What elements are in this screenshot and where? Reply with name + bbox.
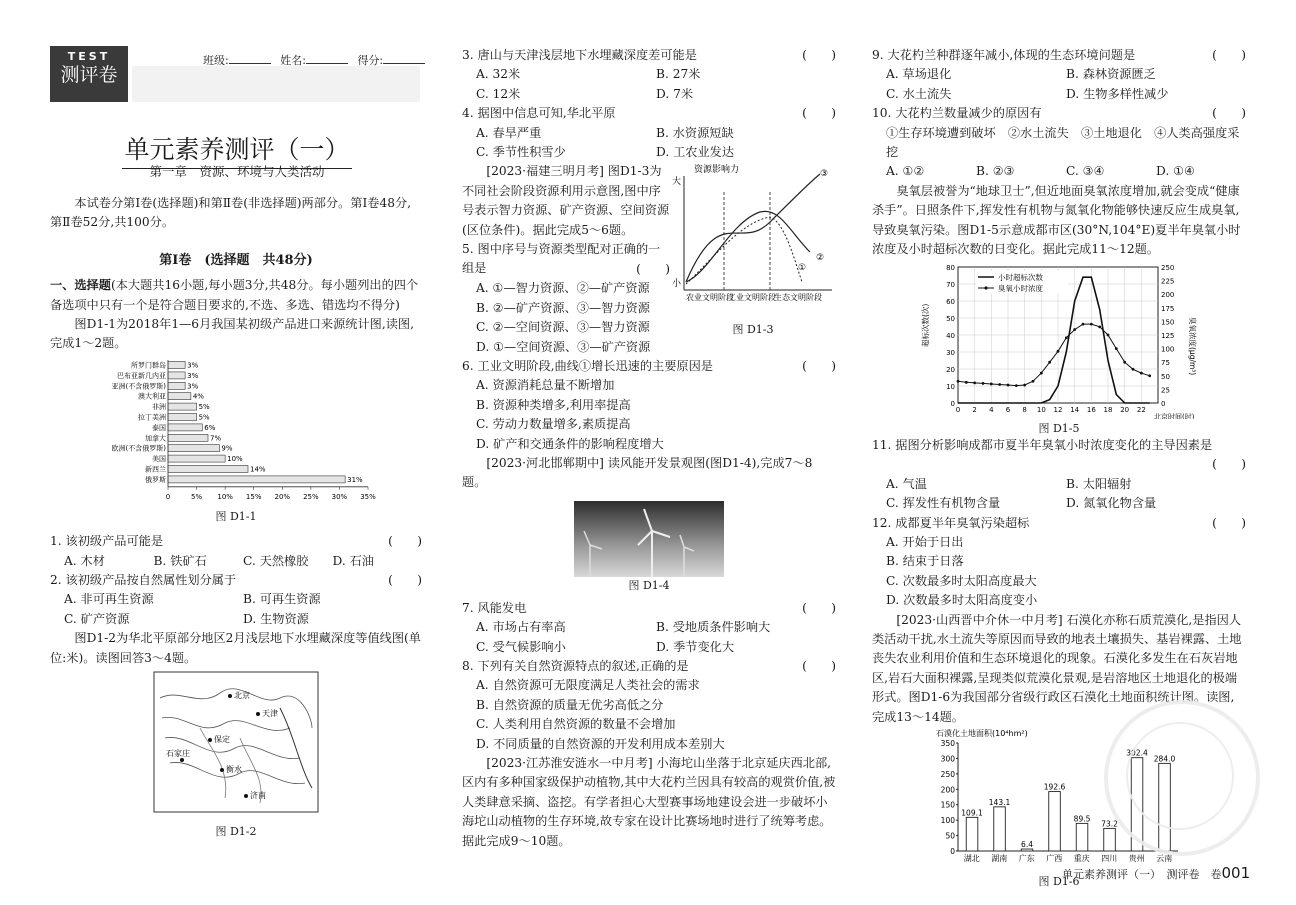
q3-option[interactable]: C. 12米 bbox=[476, 86, 521, 101]
q9-options bbox=[872, 65, 1246, 104]
page-number: 001 bbox=[1221, 864, 1251, 882]
bar-value-label: 9% bbox=[221, 444, 233, 453]
concentration-point bbox=[1057, 350, 1060, 353]
x-tick-label: 10 bbox=[1036, 406, 1046, 415]
bar-value-label: 73.2 bbox=[1101, 819, 1118, 829]
bar bbox=[168, 361, 185, 368]
q11-option[interactable]: D. 氮氧化物含量 bbox=[1066, 496, 1157, 511]
y-right-tick-label: 200 bbox=[1161, 291, 1175, 300]
x-tick-label: 22 bbox=[1136, 406, 1146, 415]
q6-answer-paren[interactable]: ( ) bbox=[802, 358, 836, 373]
q9-stem-row bbox=[872, 46, 1246, 65]
q6-option[interactable]: C. 劳动力数量增多,素质提高 bbox=[476, 417, 631, 432]
q7-option[interactable]: A. 市场占有率高 bbox=[476, 620, 566, 635]
x-tick-label: 15% bbox=[245, 492, 262, 501]
q2-option[interactable]: A. 非可再生资源 bbox=[64, 592, 154, 607]
q9-option[interactable]: D. 生物多样性减少 bbox=[1066, 86, 1169, 101]
q6-stem: 6. 工业文明阶段,曲线①增长迅速的主要原因是 bbox=[462, 358, 713, 373]
x-tick-label: 12 bbox=[1053, 406, 1063, 415]
curve-label-3: ③ bbox=[820, 169, 829, 180]
q8-stem: 8. 下列有关自然资源特点的叙述,正确的是 bbox=[462, 658, 689, 673]
bar-value-label: 89.5 bbox=[1073, 814, 1091, 824]
q8-option[interactable]: C. 人类利用自然资源的数量不会增加 bbox=[476, 717, 676, 732]
map-place: 石家庄 bbox=[166, 749, 190, 759]
q12-answer-paren[interactable]: ( ) bbox=[1212, 515, 1246, 530]
bar-value-label: 143.1 bbox=[988, 797, 1011, 807]
q5-option[interactable]: B. ②—矿产资源、③—智力资源 bbox=[476, 300, 650, 315]
stage-label: 农业文明阶段 bbox=[686, 293, 734, 303]
concentration-point bbox=[957, 380, 960, 383]
x-tick-label: 14 bbox=[1070, 406, 1080, 415]
bar bbox=[168, 476, 345, 483]
page-subtitle: 第一章 资源、环境与人类活动 bbox=[149, 164, 325, 179]
y-right-tick-label: 225 bbox=[1161, 278, 1175, 287]
groundwater-contour-map bbox=[50, 668, 422, 816]
q12-option[interactable]: B. 结束于日落 bbox=[886, 554, 964, 569]
x-tick-label: 20 bbox=[1120, 406, 1130, 415]
concentration-point bbox=[1040, 372, 1043, 375]
bar-value-label: 6.4 bbox=[1021, 839, 1033, 849]
concentration-point bbox=[998, 384, 1001, 387]
name-label: 姓名: bbox=[280, 54, 306, 67]
q4-option[interactable]: C. 季节性积雪少 bbox=[476, 145, 566, 160]
q3-stem-row bbox=[462, 46, 836, 65]
concentration-point bbox=[1048, 361, 1051, 364]
concentration-point bbox=[1132, 368, 1135, 371]
q11-option[interactable]: B. 太阳辐射 bbox=[1066, 476, 1132, 491]
y-tick-label: 250 bbox=[940, 769, 955, 779]
bar-value-label: 5% bbox=[198, 413, 210, 422]
q1-stem: 1. 该初级产品可能是 bbox=[50, 534, 164, 549]
concentration-point bbox=[1007, 384, 1010, 387]
q3-option[interactable]: A. 32米 bbox=[476, 67, 521, 82]
bar-value-label: 4% bbox=[192, 392, 204, 401]
logo-bottom: 测评卷 bbox=[60, 64, 118, 86]
q8-option[interactable]: B. 自然资源的质量无优劣高低之分 bbox=[476, 697, 664, 712]
fig5-ylabel-left: 超标次数(次) bbox=[921, 304, 930, 348]
wind-farm-photo bbox=[574, 501, 724, 577]
y-right-tick-label: 100 bbox=[1161, 346, 1175, 355]
column-1 bbox=[50, 46, 422, 839]
logo-top: TEST bbox=[67, 50, 111, 63]
y-left-tick-label: 70 bbox=[946, 281, 955, 290]
fig3-block bbox=[670, 162, 836, 356]
bar bbox=[966, 817, 978, 851]
y-left-tick-label: 0 bbox=[950, 400, 955, 409]
bar bbox=[168, 372, 185, 379]
x-tick-label: 10% bbox=[217, 492, 233, 501]
q9-option[interactable]: C. 水土流失 bbox=[886, 86, 952, 101]
bar-category-label: 美国 bbox=[152, 454, 166, 463]
q4-answer-paren[interactable]: ( ) bbox=[802, 106, 836, 121]
q10-stem-row bbox=[872, 104, 1246, 123]
x-category-label: 重庆 bbox=[1073, 853, 1090, 863]
bar bbox=[994, 807, 1006, 851]
d6-intro: 臭氧层被誉为“地球卫士”,但近地面臭氧浓度增加,就会变成“健康杀手”。日照条件下,挥发性有机物与氮氧化物能够快速反应生成臭氧,导致臭氧污染。图D1-5示意成都市区(30°N,104°E)夏半年臭氧小时浓度及小时超标次数的日变化。据此完成11～12题。 bbox=[872, 183, 1241, 257]
bar-category-label: 加拿大 bbox=[145, 434, 166, 443]
x-category-label: 湖北 bbox=[963, 853, 980, 863]
q7-option[interactable]: C. 受气候影响小 bbox=[476, 639, 566, 654]
q1-option[interactable]: C. 天然橡胶 bbox=[243, 553, 309, 568]
page-title: 单元素养测评（一） bbox=[122, 130, 352, 169]
column-2 bbox=[462, 46, 836, 851]
d3-intro: [2023·福建三明月考] 图D1-3为不同社会阶段资源利用示意图,图中序号表示智力资源、矿产资源、空间资源(区位条件)。据此完成5～6题。 bbox=[462, 164, 670, 237]
q5-answer-paren[interactable]: ( ) bbox=[636, 261, 670, 276]
bar-category-label: 欧洲(不含俄罗斯) bbox=[111, 444, 166, 453]
q10-items: ①生存环境遭到破坏 ②水土流失 ③土地退化 ④人类高强度采挖 bbox=[886, 125, 1240, 160]
bar bbox=[168, 434, 208, 441]
q10-options bbox=[872, 162, 1246, 181]
q4-option[interactable]: A. 春旱严重 bbox=[476, 125, 542, 140]
q2-option[interactable]: B. 可再生资源 bbox=[243, 592, 321, 607]
x-tick-label: 20% bbox=[274, 492, 291, 501]
concentration-point bbox=[973, 382, 976, 385]
y-right-tick-label: 25 bbox=[1161, 386, 1170, 395]
q6-option[interactable]: B. 资源种类增多,利用率提高 bbox=[476, 397, 631, 412]
score-label: 得分: bbox=[357, 54, 384, 67]
bar-category-label: 亚洲(不含俄罗斯) bbox=[111, 382, 166, 391]
bar-value-label: 302.4 bbox=[1126, 748, 1148, 758]
x-category-label: 贵州 bbox=[1128, 853, 1145, 863]
bar-value-label: 5% bbox=[198, 402, 210, 411]
q5-option[interactable]: A. ①—智力资源、②—矿产资源 bbox=[476, 281, 650, 296]
y-right-tick-label: 175 bbox=[1161, 305, 1175, 314]
footer-text: 单元素养测评（一） 测评卷 卷 bbox=[1062, 868, 1222, 881]
d4-intro: [2023·河北邯郸期中] 读风能开发景观图(图D1-4),完成7～8题。 bbox=[462, 455, 813, 490]
q3-answer-paren[interactable]: ( ) bbox=[802, 48, 836, 62]
x-category-label: 云南 bbox=[1156, 853, 1173, 863]
curve-label-1: ① bbox=[798, 263, 807, 274]
q5-6-block bbox=[462, 162, 836, 356]
concentration-point bbox=[1123, 361, 1126, 364]
stage-label: 生态文明阶段 bbox=[774, 293, 822, 303]
q5-text-block bbox=[462, 162, 670, 356]
x-tick-label: 30% bbox=[331, 492, 348, 501]
bar bbox=[168, 413, 197, 420]
q2-stem: 2. 该初级产品按自然属性划分属于 bbox=[50, 573, 237, 588]
q10-option[interactable]: D. ①④ bbox=[1156, 164, 1195, 179]
x-category-label: 广西 bbox=[1046, 853, 1063, 863]
fig2-caption: 图 D1-2 bbox=[215, 824, 257, 838]
q10-stem: 10. 大花杓兰数量减少的原因有 bbox=[872, 106, 1042, 121]
bar bbox=[168, 393, 191, 400]
q3-options bbox=[462, 65, 836, 104]
bar-value-label: 192.6 bbox=[1043, 782, 1066, 792]
part-1-desc: (本大题共16小题,每小题3分,共48分。每小题列出的四个备选项中只有一个是符合题目要求的,不选、多选、错选均不得分) bbox=[50, 278, 419, 312]
x-tick-label: 35% bbox=[360, 492, 376, 501]
fig4-caption: 图 D1-4 bbox=[628, 578, 670, 592]
fig3-y-big: 大 bbox=[672, 177, 682, 188]
y-tick-label: 150 bbox=[940, 800, 955, 810]
q7-stem-row bbox=[462, 599, 836, 618]
bar-value-label: 6% bbox=[204, 423, 216, 432]
concentration-point bbox=[1098, 326, 1101, 329]
q4-stem: 4. 据图中信息可知,华北平原 bbox=[462, 106, 616, 121]
fig5-legend-1: 小时超标次数 bbox=[998, 273, 1043, 283]
bar-category-label: 拉丁美洲 bbox=[138, 413, 166, 422]
x-tick-label: 5% bbox=[191, 492, 203, 501]
concentration-point bbox=[1148, 375, 1151, 378]
q4-options bbox=[462, 124, 836, 163]
watermark-stamp bbox=[1104, 700, 1260, 856]
q7-answer-paren[interactable]: ( ) bbox=[802, 600, 836, 615]
y-tick-label: 350 bbox=[940, 738, 955, 748]
stage-label: 工业文明阶段 bbox=[728, 293, 776, 303]
q8-stem-row bbox=[462, 657, 836, 676]
y-right-tick-label: 0 bbox=[1161, 400, 1166, 409]
y-left-tick-label: 20 bbox=[946, 366, 955, 375]
y-tick-label: 200 bbox=[940, 785, 955, 795]
bar-value-label: 10% bbox=[227, 454, 243, 463]
bar-category-label: 俄罗斯 bbox=[145, 475, 166, 484]
concentration-point bbox=[1107, 334, 1110, 337]
y-left-tick-label: 10 bbox=[946, 383, 955, 392]
q7-stem: 7. 风能发电 bbox=[462, 600, 527, 615]
bar bbox=[168, 382, 185, 389]
fig5-xlabel: 北京时间(时) bbox=[1154, 413, 1195, 420]
concentration-point bbox=[1032, 380, 1035, 383]
concentration-point bbox=[965, 381, 968, 384]
q8-answer-paren[interactable]: ( ) bbox=[802, 658, 836, 673]
bar-category-label: 新西兰 bbox=[145, 465, 166, 474]
q1-option[interactable]: A. 木材 bbox=[64, 553, 105, 568]
q12-stem: 12. 成都夏半年臭氧污染超标 bbox=[872, 515, 1030, 530]
q4-option[interactable]: D. 工农业发达 bbox=[656, 145, 735, 160]
page-footer bbox=[1062, 864, 1250, 882]
bar-value-label: 14% bbox=[250, 465, 266, 474]
q11-answer-paren[interactable]: ( ) bbox=[1212, 457, 1246, 472]
bar-category-label: 所罗门群岛 bbox=[131, 361, 166, 370]
map-place: 北京 bbox=[234, 691, 250, 701]
q7-options bbox=[462, 618, 836, 657]
q9-answer-paren[interactable]: ( ) bbox=[1212, 48, 1246, 62]
section-1-title: 第Ⅰ卷 (选择题 共48分) bbox=[159, 252, 313, 268]
fig6-ylabel: 石漠化土地面积(10⁴hm²) bbox=[936, 728, 1028, 738]
bar-value-label: 109.1 bbox=[961, 808, 983, 818]
fig3-ylabel: 资源影响力 bbox=[694, 165, 740, 176]
q11-stem: 11. 据图分析影响成都市夏半年臭氧小时浓度变化的主导因素是 bbox=[872, 437, 1213, 452]
bar-value-label: 3% bbox=[187, 382, 199, 391]
q6-option[interactable]: A. 资源消耗总量不断增加 bbox=[476, 378, 615, 393]
bar-category-label: 非洲 bbox=[152, 402, 166, 411]
y-left-tick-label: 60 bbox=[946, 298, 955, 307]
q12-option[interactable]: A. 开始于日出 bbox=[886, 534, 964, 549]
map-place: 保定 bbox=[214, 735, 230, 745]
class-label: 班级: bbox=[203, 54, 229, 67]
y-left-tick-label: 30 bbox=[946, 349, 955, 358]
q11-option[interactable]: C. 挥发性有机物含量 bbox=[886, 496, 1001, 511]
q10-option[interactable]: C. ③④ bbox=[1066, 164, 1105, 179]
bar-value-label: 3% bbox=[187, 371, 199, 380]
y-left-tick-label: 40 bbox=[946, 332, 955, 341]
y-left-tick-label: 80 bbox=[946, 264, 955, 273]
d7-intro: [2023·山西晋中介休一中月考] 石漠化亦称石质荒漠化,是指因人类活动干扰,水土流失等原因而导致的地表土壤损失、基岩裸露、土地丧失农业利用价值和生态环境退化的现象。石漠化多发生在石灰岩地区,岩石大面积裸露,呈现类似荒漠化景观,是岩溶地区土地退化的极端形式。图D1-6为我国部分省级行政区石漠化土地面积统计图。读图,完成13～14题。 bbox=[872, 612, 1242, 724]
fig5-ylabel-right: 臭氧浓度(μg/m³) bbox=[1188, 317, 1197, 376]
bar-value-label: 7% bbox=[210, 434, 222, 443]
x-tick-label: 16 bbox=[1086, 406, 1096, 415]
concentration-point bbox=[990, 383, 993, 386]
q1-option[interactable]: D. 石油 bbox=[332, 553, 374, 568]
x-tick-label: 18 bbox=[1103, 406, 1113, 415]
y-tick-label: 100 bbox=[940, 816, 955, 826]
q9-option[interactable]: B. 森林资源匮乏 bbox=[1066, 67, 1156, 82]
bar bbox=[168, 424, 202, 431]
q5-stem: 5. 图中序号与资源类型配对正确的一组是 bbox=[462, 242, 661, 276]
concentration-point bbox=[1082, 323, 1085, 326]
d1-intro: 图D1-1为2018年1—6月我国某初级产品进口来源统计图,读图,完成1～2题。 bbox=[50, 317, 414, 351]
q8-option[interactable]: D. 不同质量的自然资源的开发利用成本差别大 bbox=[476, 736, 725, 751]
q2-option[interactable]: C. 矿产资源 bbox=[64, 611, 130, 626]
bar-value-label: 284.0 bbox=[1153, 754, 1176, 764]
x-tick-label: 25% bbox=[303, 492, 319, 501]
x-tick-label: 2 bbox=[972, 406, 977, 415]
bar bbox=[168, 465, 248, 472]
q9-option[interactable]: A. 草场退化 bbox=[886, 67, 952, 82]
bar bbox=[168, 403, 197, 410]
q2-stem-row bbox=[50, 571, 422, 590]
d2-intro: 图D1-2为华北平原部分地区2月浅层地下水埋藏深度等值线图(单位:米)。读图回答3～4题。 bbox=[50, 631, 421, 665]
q2-answer-paren[interactable]: ( ) bbox=[388, 573, 422, 588]
bar-value-label: 3% bbox=[187, 361, 199, 370]
q1-options bbox=[50, 552, 422, 571]
q4-option[interactable]: B. 水资源短缺 bbox=[656, 125, 734, 140]
bar-category-label: 澳大利亚 bbox=[138, 392, 166, 401]
q6-option[interactable]: D. 矿产和交通条件的影响程度增大 bbox=[476, 436, 664, 451]
x-tick-label: 0 bbox=[165, 492, 171, 501]
q6-stem-row bbox=[462, 357, 836, 376]
intro-text: 本试卷分第Ⅰ卷(选择题)和第Ⅱ卷(非选择题)两部分。第Ⅰ卷48分,第Ⅱ卷52分,共100分。 bbox=[50, 196, 412, 230]
fig1-caption: 图 D1-1 bbox=[215, 510, 257, 524]
y-right-tick-label: 50 bbox=[1161, 373, 1170, 382]
fig3-caption: 图 D1-3 bbox=[732, 322, 774, 336]
map-place: 衡水 bbox=[226, 765, 242, 775]
fig3-y-small: 小 bbox=[672, 279, 682, 290]
d5-intro: [2023·江苏淮安涟水一中月考] 小海坨山坐落于北京延庆西北部,区内有多种国家级保护动植物,其中大花杓兰因具有较高的观赏价值,被人类肆意采摘、盗挖。有学者担心大型赛事场地建设会进一步破坏小海坨山动植物的生存环境,故专家在设计比赛场地时进行了统筹考虑。据此完成9～10题。 bbox=[462, 756, 836, 848]
q8-options bbox=[462, 676, 836, 754]
q12-option[interactable]: C. 次数最多时太阳高度最大 bbox=[886, 573, 1037, 588]
bar bbox=[1049, 792, 1061, 851]
concentration-point bbox=[1140, 372, 1143, 375]
x-tick-label: 4 bbox=[989, 406, 994, 415]
x-category-label: 四川 bbox=[1101, 853, 1118, 863]
x-tick-label: 6 bbox=[1005, 406, 1011, 415]
concentration-point bbox=[1065, 337, 1068, 340]
fig5-legend-2: 臭氧小时浓度 bbox=[998, 284, 1043, 294]
q12-option[interactable]: D. 次数最多时太阳高度变小 bbox=[886, 593, 1038, 608]
y-tick-label: 50 bbox=[945, 831, 955, 841]
resource-influence-chart bbox=[670, 162, 836, 314]
bar bbox=[168, 455, 225, 462]
concentration-point bbox=[1073, 329, 1076, 332]
q5-options bbox=[462, 279, 670, 357]
x-tick-label: 0 bbox=[955, 406, 961, 415]
bar bbox=[1076, 823, 1088, 851]
q10-option[interactable]: B. ②③ bbox=[976, 164, 1015, 179]
q11-options bbox=[872, 475, 1246, 514]
q10-option[interactable]: A. ①② bbox=[886, 164, 925, 179]
q11-option[interactable]: A. 气温 bbox=[886, 476, 927, 491]
q10-answer-paren[interactable]: ( ) bbox=[1212, 106, 1246, 121]
map-place: 济南 bbox=[250, 791, 266, 801]
q3-option[interactable]: B. 27米 bbox=[656, 67, 701, 82]
concentration-point bbox=[1015, 385, 1018, 388]
part-1-heading: 一、选择题 bbox=[50, 278, 111, 293]
q9-stem: 9. 大花杓兰种群逐年减小,体现的生态环境问题是 bbox=[872, 48, 1136, 62]
q5-option[interactable]: D. ①—空间资源、③—矿产资源 bbox=[476, 339, 651, 354]
fig5-caption: 图 D1-5 bbox=[1038, 421, 1080, 435]
y-right-tick-label: 125 bbox=[1161, 332, 1175, 341]
concentration-point bbox=[982, 382, 985, 385]
q2-options bbox=[50, 590, 422, 629]
x-category-label: 广东 bbox=[1018, 853, 1035, 863]
bar bbox=[1104, 828, 1116, 851]
q2-option[interactable]: D. 生物资源 bbox=[243, 611, 309, 626]
y-right-tick-label: 250 bbox=[1161, 264, 1175, 273]
import-source-bar-chart bbox=[50, 354, 422, 504]
q8-option[interactable]: A. 自然资源可无限度满足人类社会的需求 bbox=[476, 678, 700, 693]
bar-category-label: 泰国 bbox=[152, 423, 166, 432]
y-left-tick-label: 50 bbox=[946, 315, 955, 324]
fig6-caption: 图 D1-6 bbox=[1038, 875, 1080, 889]
q12-stem-row bbox=[872, 514, 1246, 533]
concentration-point bbox=[1023, 384, 1026, 387]
q3-option[interactable]: D. 7米 bbox=[656, 86, 694, 101]
y-tick-label: 0 bbox=[950, 846, 955, 856]
q11-stem-row bbox=[872, 436, 1246, 455]
concentration-point bbox=[1090, 323, 1093, 326]
q1-answer-paren[interactable]: ( ) bbox=[388, 534, 422, 549]
q1-stem-row bbox=[50, 532, 422, 551]
ozone-daily-chart bbox=[872, 259, 1246, 419]
bar bbox=[1021, 849, 1033, 851]
concentration-point bbox=[1115, 348, 1118, 351]
q5-option[interactable]: C. ②—空间资源、③—智力资源 bbox=[476, 320, 650, 335]
x-tick-label: 8 bbox=[1022, 406, 1027, 415]
y-tick-label: 300 bbox=[940, 754, 955, 764]
q7-option[interactable]: B. 受地质条件影响大 bbox=[656, 620, 771, 635]
x-category-label: 湖南 bbox=[991, 853, 1008, 863]
bar-category-label: 巴布亚新几内亚 bbox=[117, 371, 166, 380]
q4-stem-row bbox=[462, 104, 836, 123]
q12-options bbox=[872, 533, 1246, 611]
q3-stem: 3. 唐山与天津浅层地下水埋藏深度差可能是 bbox=[462, 48, 697, 62]
map-place: 天津 bbox=[262, 709, 278, 719]
bar-value-label: 31% bbox=[347, 475, 363, 484]
q6-options bbox=[462, 376, 836, 454]
curve-label-2: ② bbox=[816, 253, 825, 264]
y-right-tick-label: 75 bbox=[1161, 359, 1170, 368]
bar bbox=[168, 445, 219, 452]
q1-option[interactable]: B. 铁矿石 bbox=[153, 553, 207, 568]
q7-option[interactable]: D. 季节变化大 bbox=[656, 639, 735, 654]
y-right-tick-label: 150 bbox=[1161, 318, 1175, 327]
